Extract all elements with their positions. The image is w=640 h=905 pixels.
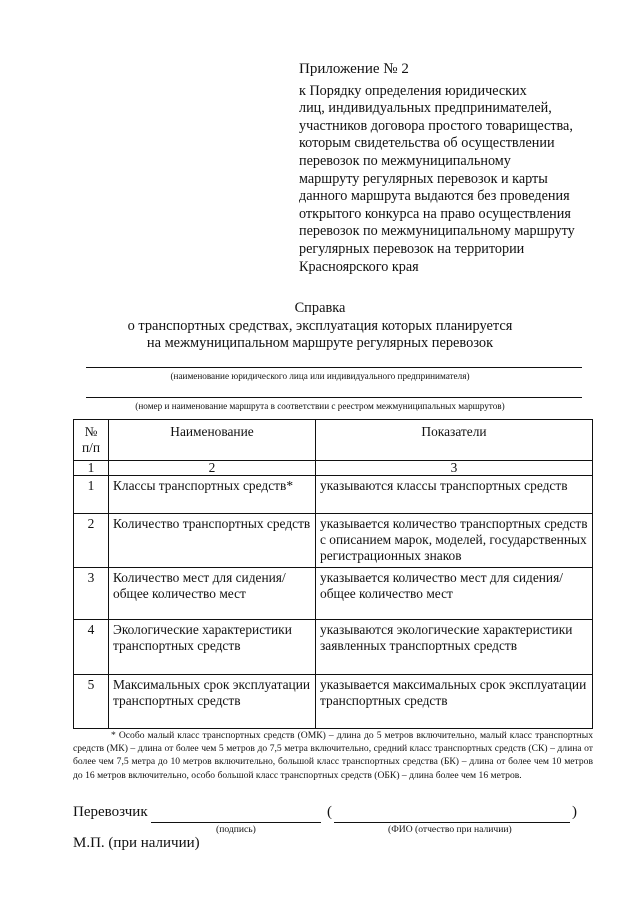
appendix-line: Красноярского края (299, 258, 419, 275)
header-name: Наименование (109, 420, 316, 461)
header-num: № п/п (74, 420, 109, 461)
row-indicator: указывается количество транспортных средств с описанием марок, моделей, государственных регистрационных знаков (316, 514, 593, 568)
header-indicators: Показатели (316, 420, 593, 461)
table-row (74, 568, 593, 620)
table-index-row (74, 461, 593, 476)
document-subtitle-line1: о транспортных средствах, эксплуатация которых планируется (127, 318, 513, 334)
appendix-line: открытого конкурса на право осуществления (299, 205, 571, 222)
appendix-line: перевозок по межмуниципальному маршруту (299, 223, 575, 240)
row-name: Количество мест для сидения/общее количество мест (109, 568, 316, 620)
row-name: Классы транспортных средств* (109, 476, 316, 514)
row-num: 2 (74, 514, 109, 568)
index-cell: 2 (109, 461, 316, 476)
row-indicator: указывается количество мест для сидения/общее количество мест (316, 568, 593, 620)
document-subtitle-line2: на межмуниципальном маршруте регулярных перевозок (146, 335, 494, 351)
row-name: Количество транспортных средств (109, 514, 316, 568)
appendix-line: лиц, индивидуальных предпринимателей, (299, 100, 552, 117)
row-num: 1 (74, 476, 109, 514)
row-name: Максимальных срок эксплуатации транспортных средств (109, 675, 316, 729)
vehicles-table (73, 419, 593, 729)
footnote (73, 729, 593, 782)
appendix-line: перевозок по межмуниципальному (299, 152, 511, 169)
appendix-block (299, 61, 599, 276)
appendix-title: Приложение № 2 (299, 61, 409, 77)
table-row (74, 476, 593, 514)
row-indicator: указывается максимальных срок эксплуатации транспортных средств (316, 675, 593, 729)
appendix-line: участников договора простого товарищества, (299, 117, 573, 134)
index-cell: 1 (74, 461, 109, 476)
appendix-line: маршруту регулярных перевозок и карты (299, 170, 548, 187)
name-open-paren: ( (327, 804, 332, 820)
row-num: 4 (74, 620, 109, 675)
row-num: 3 (74, 568, 109, 620)
row-indicator: указываются экологические характеристики заявленных транспортных средств (316, 620, 593, 675)
name-close-paren: ) (572, 804, 577, 820)
full-name-caption: (ФИО (отчество при наличии) (388, 824, 512, 835)
table-row (74, 675, 593, 729)
appendix-line: регулярных перевозок на территории (299, 240, 525, 257)
appendix-line: к Порядку определения юридических (299, 82, 527, 99)
table-row (74, 620, 593, 675)
signature-line[interactable] (151, 822, 321, 823)
appendix-line: данного маршрута выдаются без проведения (299, 188, 570, 205)
row-indicator: указываются классы транспортных средств (316, 476, 593, 514)
carrier-label: Перевозчик (73, 804, 148, 820)
entity-name-line (86, 367, 582, 368)
row-name: Экологические характеристики транспортных средств (109, 620, 316, 675)
table-row (74, 514, 593, 568)
route-name-line (86, 397, 582, 398)
index-cell: 3 (316, 461, 593, 476)
document-title: Справка (294, 300, 346, 316)
signature-caption: (подпись) (216, 824, 256, 835)
appendix-line: которым свидетельства об осуществлении (299, 135, 555, 152)
footnote-text: * Особо малый класс транспортных средств (ОМК) – длина до 5 метров включительно, малый класс транспортных средств (МК) – длина от более чем 5 метров до 7,5 метра включительно, средний класс транспортных средств (СК) – длина от более чем 7,5 метра до 10 метров включительно, большой класс транспортных средства (БК) – длина от более чем 10 метров до 16 метров включительно, особо большой класс транспортных средств (ОБК) – длина более чем 16 метров. (73, 730, 593, 781)
full-name-line[interactable] (334, 822, 570, 823)
seal-label: М.П. (при наличии) (73, 835, 200, 851)
row-num: 5 (74, 675, 109, 729)
table-header-row (74, 420, 593, 461)
route-name-caption: (номер и наименование маршрута в соответствии с реестром межмуниципальных маршрутов) (135, 401, 505, 411)
entity-name-caption: (наименование юридического лица или индивидуального предпринимателя) (170, 371, 470, 381)
